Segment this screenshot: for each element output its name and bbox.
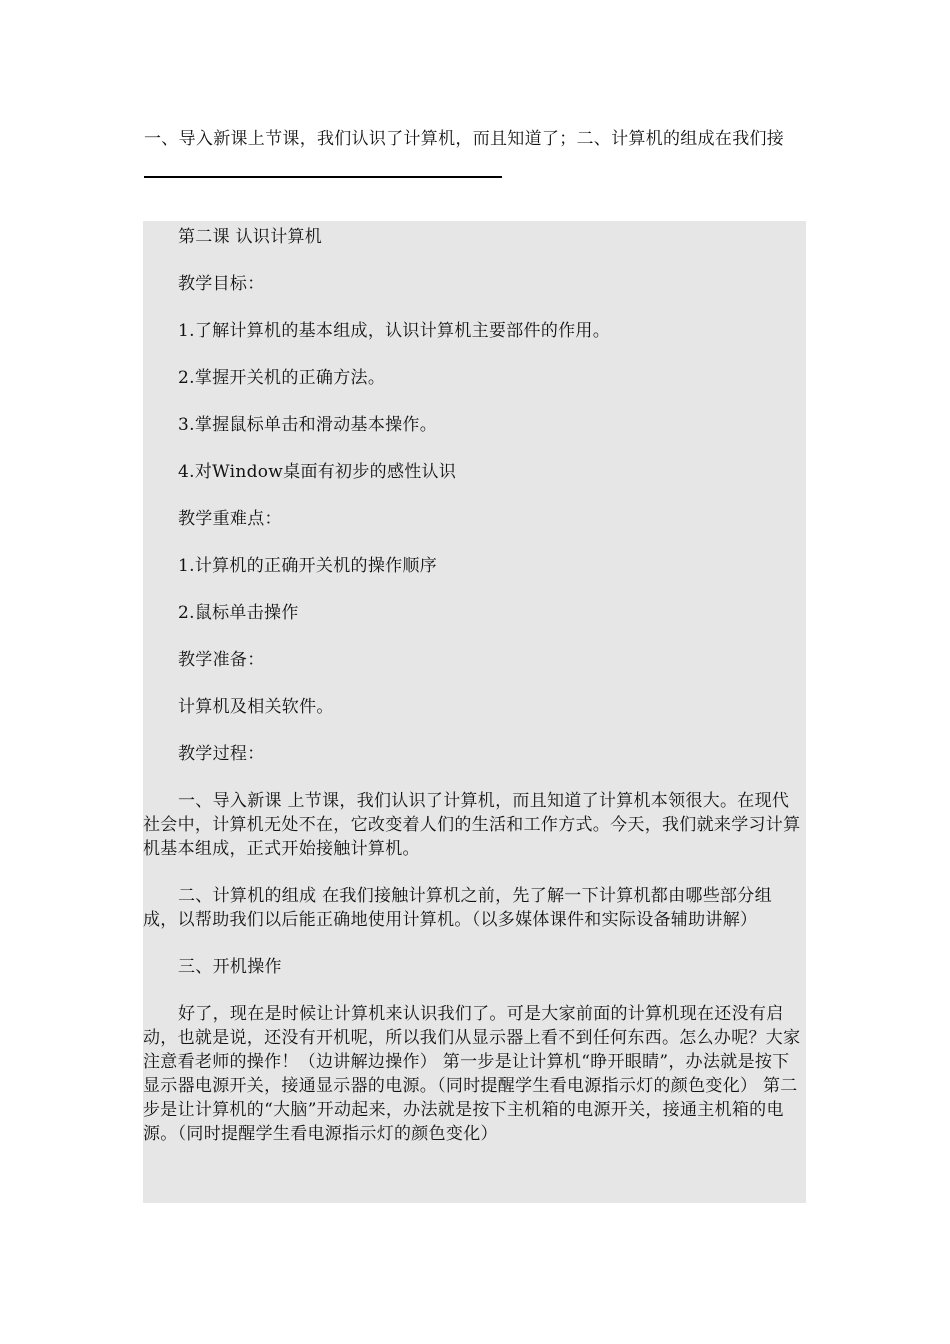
objective-item: 2.掌握开关机的正确方法。 (178, 368, 386, 388)
objective-item: 1.了解计算机的基本组成，认识计算机主要部件的作用。 (178, 321, 611, 341)
process-subheading: 三、开机操作 (178, 957, 282, 977)
lesson-content (143, 221, 806, 1203)
page-header: 一、导入新课上节课，我们认识了计算机，而且知道了；二、计算机的组成在我们接 (144, 129, 785, 149)
key-point-item: 2.鼠标单击操作 (178, 603, 299, 623)
objective-item: 3.掌握鼠标单击和滑动基本操作。 (178, 415, 438, 435)
header-divider (144, 176, 502, 178)
key-point-item: 1.计算机的正确开关机的操作顺序 (178, 556, 438, 576)
process-paragraph: 二、计算机的组成 在我们接触计算机之前，先了解一下计算机都由哪些部分组成，以帮助我们以后能正确地使用计算机。（以多媒体课件和实际设备辅助讲解） (143, 886, 772, 930)
lesson-title: 第二课 认识计算机 (178, 227, 323, 247)
preparation-text: 计算机及相关软件。 (178, 697, 334, 717)
process-paragraph: 好了，现在是时候让计算机来认识我们了。可是大家前面的计算机现在还没有启动，也就是说，还没有开机呢，所以我们从显示器上看不到任何东西。怎么办呢？大家注意看老师的操作！（边讲解边操作） 第一步是让计算机“睁开眼睛”，办法就是按下显示器电源开关，接通显示器的电源。（同时提醒学生看电源指示灯的颜色变化） 第二步是让计算机的“大脑”开动起来，办法就是按下主机箱的电源开关，接通主机箱的电源。（同时提醒学生看电源指示灯的颜色变化） (143, 1004, 801, 1144)
section-heading-preparation: 教学准备： (178, 650, 265, 670)
process-paragraph: 一、导入新课 上节课，我们认识了计算机，而且知道了计算机本领很大。在现代社会中，计算机无处不在，它改变着人们的生活和工作方式。今天，我们就来学习计算机基本组成，正式开始接触计算机。 (143, 791, 801, 859)
section-heading-key-points: 教学重难点： (178, 509, 282, 529)
objective-item: 4.对Window桌面有初步的感性认识 (178, 462, 457, 482)
section-heading-process: 教学过程： (178, 744, 265, 764)
section-heading-objectives: 教学目标： (178, 274, 265, 294)
